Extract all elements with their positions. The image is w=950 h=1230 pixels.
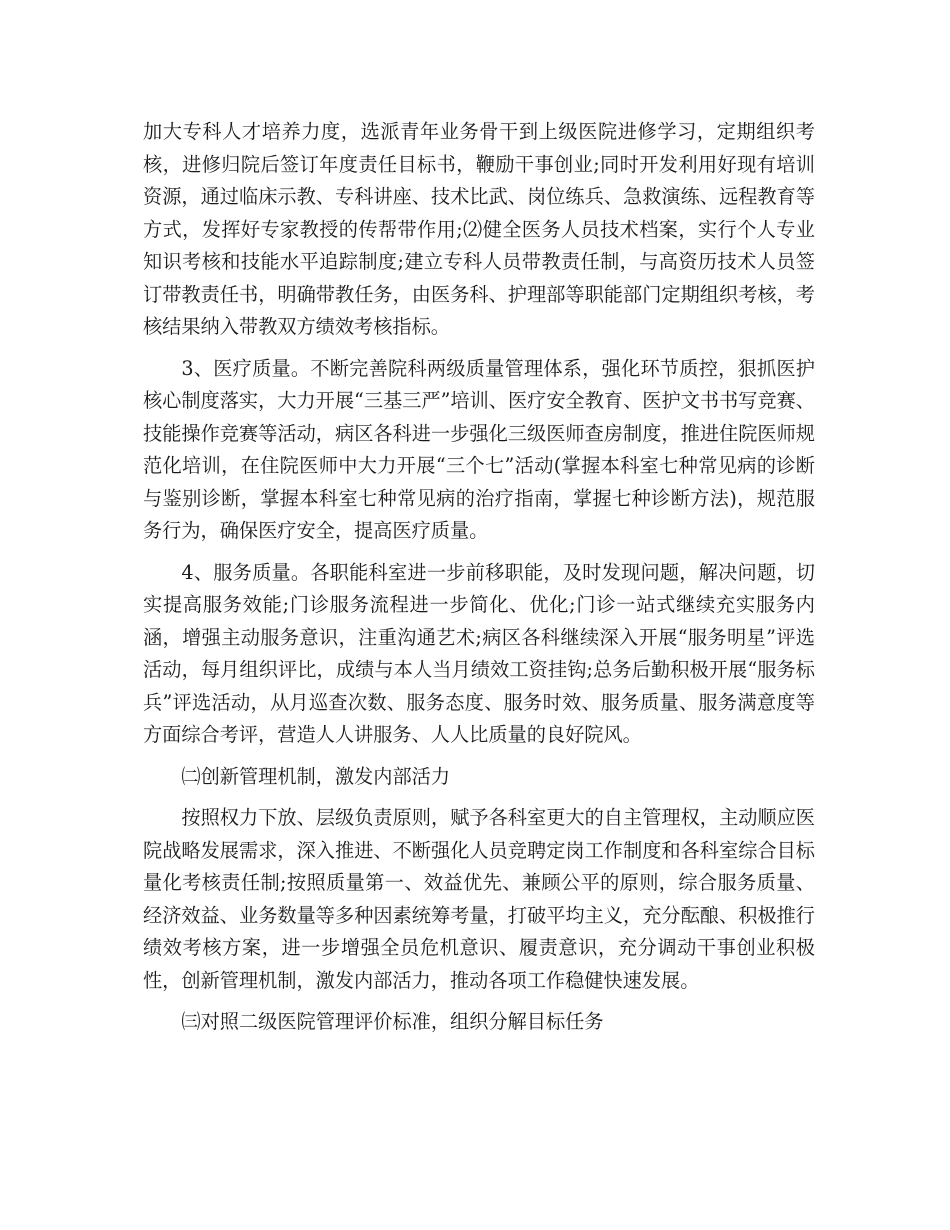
- section-heading-evaluation-standards: ㈢对照二级医院管理评价标准，组织分解目标任务: [181, 1010, 604, 1033]
- paragraph-service-quality: 4、服务质量。各职能科室进一步前移职能，及时发现问题，解决问题，切实提高服务效能;门诊服务流程进一步简化、优化;门诊一站式继续充实服务内涵，增强主动服务意识，注重沟通艺术;病区各科继续深入开展“服务明星”评选活动，每月组织评比，成绩与本人当月绩效工资挂钩;总务后勤积极开展“服务标兵”评选活动，从月巡查次数、服务态度、服务时效、服务质量、服务满意度等方面综合考评，营造人人讲服务、人人比质量的良好院风。: [143, 560, 815, 746]
- paragraph-medical-quality: 3、医疗质量。不断完善院科两级质量管理体系，强化环节质控，狠抓医护核心制度落实，大力开展“三基三严”培训、医疗安全教育、医护文书书写竞赛、技能操作竞赛等活动，病区各科进一步强化三级医师查房制度，推进住院医师规范化培训，在住院医师中大力开展“三个七”活动(掌握本科室七种常见病的诊断与鉴别诊断，掌握本科室七种常见病的治疗指南，掌握七种诊断方法)，规范服务行为，确保医疗安全，提高医疗质量。: [143, 356, 815, 542]
- document-body: [143, 116, 815, 1039]
- section-heading-management-mechanism: ㈡创新管理机制，激发内部活力: [181, 764, 451, 788]
- paragraph-management-mechanism: 按照权力下放、层级负责原则，赋予各科室更大的自主管理权，主动顺应医院战略发展需求，深入推进、不断强化人员竞聘定岗工作制度和各科室综合目标量化考核责任制;按照质量第一、效益优先、兼顾公平的原则，综合服务质量、经济效益、业务数量等多种因素统筹考量，打破平均主义，充分酝酿、积极推行绩效考核方案，进一步增强全员危机意识、履责意识，充分调动干事创业积极性，创新管理机制，激发内部活力，推动各项工作稳健快速发展。: [143, 806, 815, 992]
- paragraph-talent-training: 加大专科人才培养力度，选派青年业务骨干到上级医院进修学习，定期组织考核，进修归院后签订年度责任目标书，鞭励干事创业;同时开发利用好现有培训资源，通过临床示教、专科讲座、技术比武、岗位练兵、急救演练、远程教育等方式，发挥好专家教授的传帮带作用;⑵健全医务人员技术档案，实行个人专业知识考核和技能水平追踪制度;建立专科人员带教责任制，与高资历技术人员签订带教责任书，明确带教任务，由医务科、护理部等职能部门定期组织考核，考核结果纳入带教双方绩效考核指标。: [143, 120, 815, 338]
